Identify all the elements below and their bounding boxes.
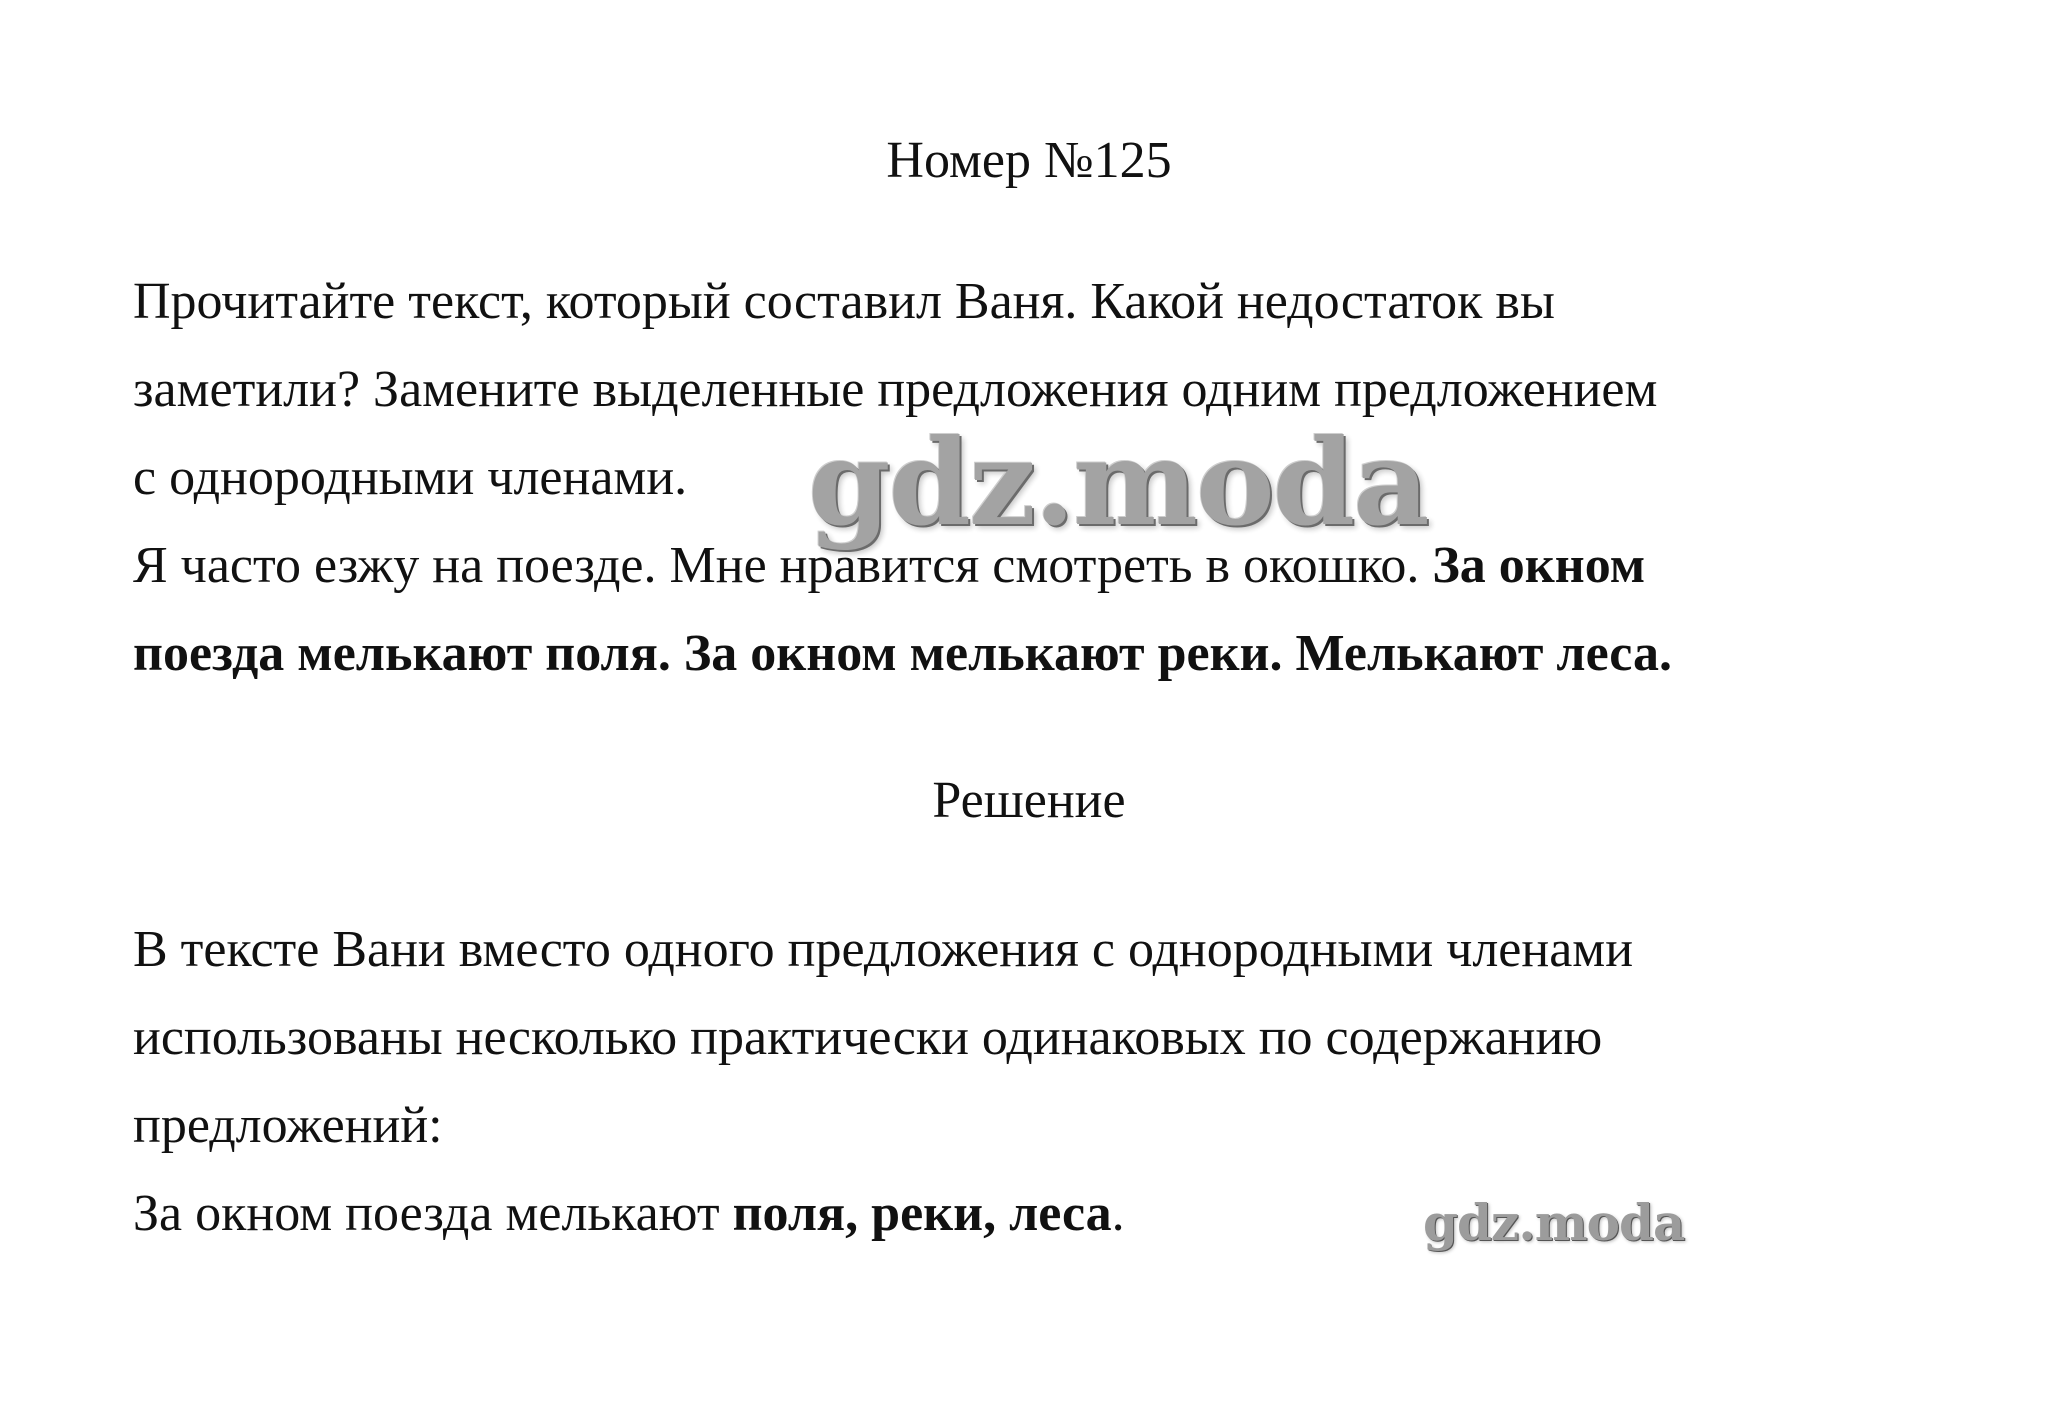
answer-sentence-normal: За окном поезда мелькают [133,1185,733,1242]
task-line-1: Прочитайте текст, который составил Ваня. Какой недостаток вы [133,273,1555,330]
highlighted-sentences-start: За окном [1432,537,1646,594]
answer-text [133,906,2013,1258]
answer-sentence-period: . [1111,1185,1125,1242]
task-line-3: с однородными членами. [133,449,688,506]
page-title: Номер №125 [886,132,1172,189]
example-text-normal: Я часто езжу на поезде. Мне нравится смотреть в окошко. [133,537,1433,594]
task-line-2: заметили? Замените выделенные предложения одним предложением [133,361,1658,418]
solution-heading: Решение [932,772,1126,829]
homogeneous-members: поля, реки, леса [732,1185,1112,1242]
answer-line-3: предложений: [133,1097,443,1154]
watermark-logo-small: gdz.moda [1423,1193,1685,1252]
highlighted-sentences: поезда мелькают поля. За окном мелькают реки. Мелькают леса. [133,625,1673,682]
answer-line-1: В тексте Вани вместо одного предложения с однородными членами [133,921,1634,978]
answer-line-4 [133,1170,2013,1258]
watermark-logo-large: gdz.moda [808,413,1428,552]
answer-line-2: использованы несколько практически одинаковых по содержанию [133,1009,1603,1066]
task-line-5 [133,610,2013,698]
